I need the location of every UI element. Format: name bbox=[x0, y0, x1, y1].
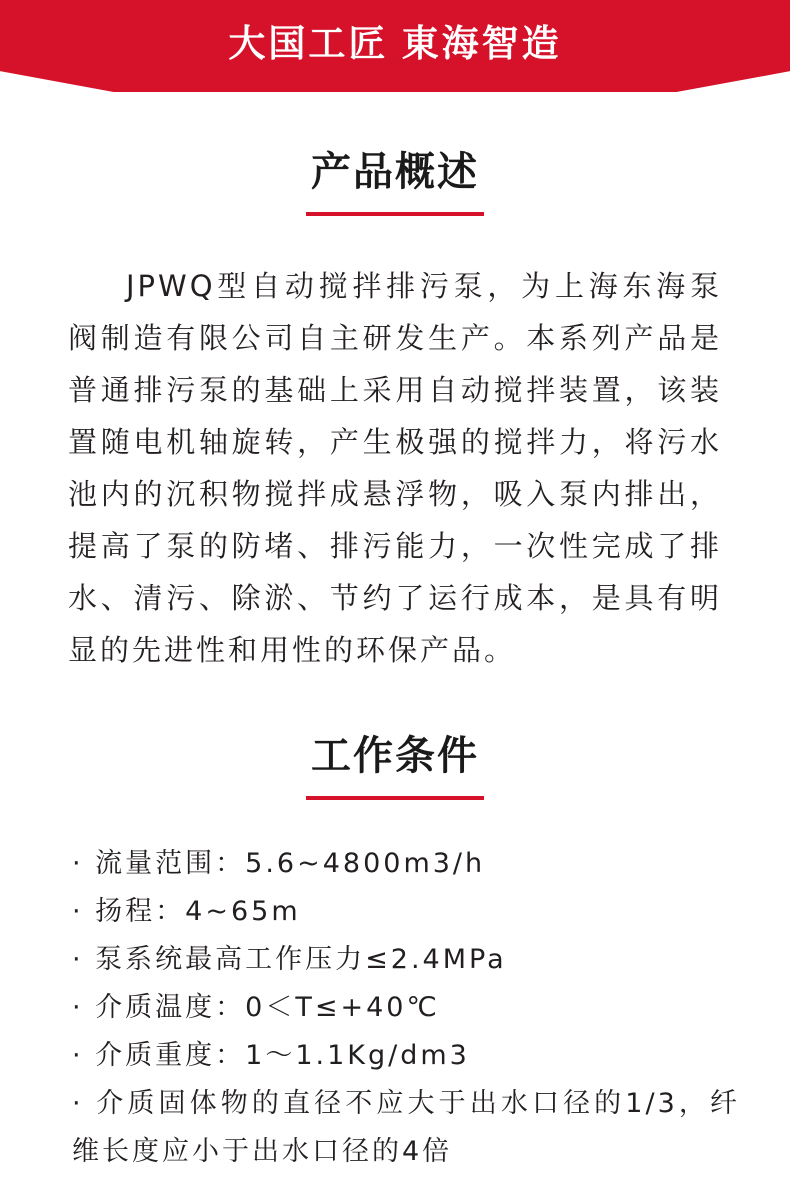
section-heading-overview bbox=[40, 150, 750, 216]
page-content bbox=[0, 150, 790, 1176]
list-item: · 介质重度：1～1.1Kg/dm3 bbox=[72, 1040, 470, 1071]
heading-underline-overview bbox=[306, 212, 484, 216]
list-item: · 扬程：4~65m bbox=[72, 896, 301, 927]
heading-underline-conditions bbox=[306, 796, 484, 800]
product-overview-paragraph: JPWQ型自动搅拌排污泵，为上海东海泵阀制造有限公司自主研发生产。本系列产品是普通排污泵的基础上采用自动搅拌装置，该装置随电机轴旋转，产生极强的搅拌力，将污水池内的沉积物搅拌成悬浮物，吸入泵内排出，提高了泵的防堵、排污能力，一次性完成了排水、清污、除淤、节约了运行成本，是具有明显的先进性和用性的环保产品。 bbox=[68, 269, 722, 667]
list-item: · 流量范围：5.6~4800m3/h bbox=[72, 848, 486, 879]
section-title-overview: 产品概述 bbox=[311, 150, 479, 194]
banner-title: 大国工匠 東海智造 bbox=[228, 22, 562, 64]
list-item: · 介质固体物的直径不应大于出水口径的1/3，纤维长度应小于出水口径的4倍 bbox=[72, 1088, 740, 1167]
banner-wedge-right-icon bbox=[671, 71, 790, 92]
banner-wedge-left-icon bbox=[0, 71, 119, 92]
section-title-conditions: 工作条件 bbox=[311, 734, 479, 778]
page-banner bbox=[0, 0, 790, 92]
section-heading-conditions bbox=[40, 734, 750, 800]
working-conditions-list bbox=[40, 840, 750, 1176]
list-item: · 介质温度：0＜T≤+40℃ bbox=[72, 992, 440, 1023]
list-item: · 泵系统最高工作压力≤2.4MPa bbox=[72, 944, 507, 975]
